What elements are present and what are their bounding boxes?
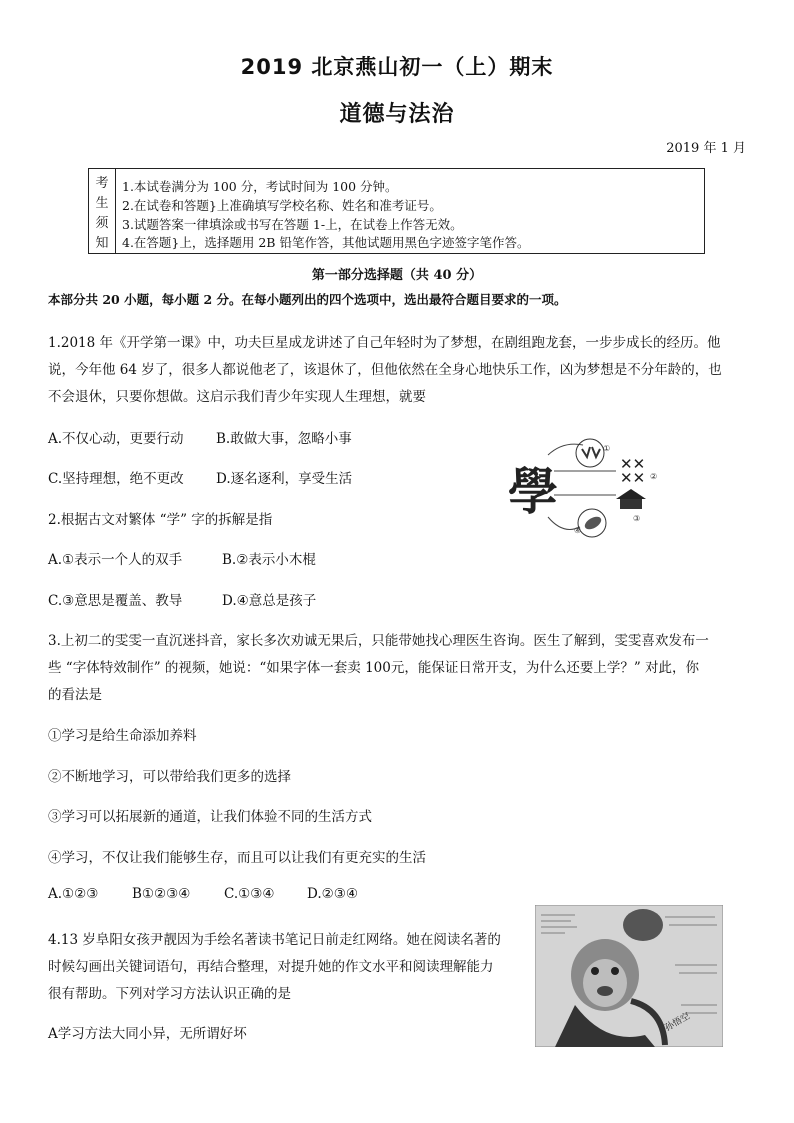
q1-option-d[interactable]: D.逐名逐利，享受生活: [216, 471, 353, 487]
marker-3: ③: [633, 514, 641, 523]
q3-option-c[interactable]: C.①③④: [224, 886, 275, 902]
xue-glyph: 學: [508, 462, 558, 521]
q4-stem-line: 4.13 岁阜阳女孩尹靓因为手绘名著读书笔记日前走红网络。她在阅读名著的: [48, 932, 501, 948]
section-title: 第一部分选择题（共 40 分）: [311, 268, 483, 283]
marker-2: ②: [650, 472, 658, 481]
notice-label: [89, 169, 116, 253]
notice-label-char: 考: [95, 176, 109, 191]
candidate-notice-box: [88, 168, 705, 254]
q1-stem-line: 1.2018 年《开学第一课》中，功夫巨星成龙讲述了自己年轻时为了梦想，在剧组跑龙套，一步步成长的经历。他: [48, 335, 721, 351]
svg-text:✕✕: ✕✕: [620, 455, 646, 473]
q3-option-d[interactable]: D.②③④: [307, 886, 358, 902]
q4-option-a[interactable]: A学习方法大同小异，无所谓好坏: [48, 1026, 247, 1042]
q3-statement: ④学习，不仅让我们能够生存，而且可以让我们有更充实的生活: [48, 850, 426, 866]
q3-option-b[interactable]: B①②③④: [132, 886, 191, 902]
q4-stem-line: 很有帮助。下列对学习方法认识正确的是: [48, 986, 291, 1002]
svg-text:✕✕: ✕✕: [620, 469, 646, 487]
notice-label-char: 生: [95, 196, 109, 211]
q2-stem: 2.根据古文对繁体 “学” 字的拆解是指: [48, 512, 273, 528]
q3-option-a[interactable]: A.①②③: [48, 886, 99, 902]
q4-stem-line: 时候勾画出关键词语句，再结合整理，对提升她的作文水平和阅读理解能力: [48, 959, 494, 975]
q3-stem-line: 些 “字体特效制作” 的视频，她说：“如果字体一套卖 100元，能保证日常开支，为什么还要上学？” 对此，你: [48, 660, 700, 676]
exam-title: 2019 北京燕山初一（上）期末: [240, 55, 554, 79]
q3-statement: ③学习可以拓展新的通道，让我们体验不同的生活方式: [48, 809, 372, 825]
q2-option-c[interactable]: C.③意思是覆盖、教导: [48, 593, 183, 609]
q3-stem-line: 3.上初二的雯雯一直沉迷抖音，家长多次劝诚无果后，只能带她找心理医生咨询。医生了解到，雯雯喜欢发布一: [48, 633, 709, 649]
figure-caption: 孙悟空: [663, 1011, 692, 1034]
q1-option-a[interactable]: A.不仅心动，更要行动: [48, 431, 184, 447]
q1-stem-line: 不会退休，只要你想做。这启示我们青少年实现人生理想，就要: [48, 389, 426, 405]
notice-rule: 3.试题答案一律填涂或书写在答题 1-上，在试卷上作答无效。: [122, 217, 463, 232]
q2-option-b[interactable]: B.②表示小木棍: [222, 552, 316, 568]
exam-date: 2019 年 1 月: [666, 141, 746, 156]
notice-rule: 4.在答题}上，选择题用 2B 铅笔作答，其他试题用黑色字迹签字笔作答。: [122, 235, 530, 250]
q3-statement: ②不断地学习，可以带给我们更多的选择: [48, 769, 291, 785]
marker-4: ④: [574, 526, 582, 535]
marker-1: ①: [603, 444, 611, 453]
xue-character-figure: [508, 437, 658, 542]
q2-option-d[interactable]: D.④意总是孩子: [222, 593, 317, 609]
reading-notes-photo: [535, 905, 723, 1047]
notice-label-char: 知: [95, 236, 109, 251]
q1-option-b[interactable]: B.敢做大事，忽略小事: [216, 431, 352, 447]
notice-rule: 1.本试卷满分为 100 分，考试时间为 100 分钟。: [122, 179, 398, 194]
q3-stem-line: 的看法是: [48, 687, 102, 703]
q1-stem-line: 说，今年他 64 岁了，很多人都说他老了，该退休了，但他依然在全身心地快乐工作，凶为梦想是不分年龄的，也: [48, 362, 722, 378]
notice-rule: 2.在试卷和答题}上准确填写学校名称、姓名和准考证号。: [122, 198, 442, 213]
section-intro: 本部分共 20 小题，每小题 2 分。在每小题列出的四个选项中，选出最符合题目要求的一项。: [48, 292, 567, 307]
q3-statement: ①学习是给生命添加养料: [48, 728, 197, 744]
q2-option-a[interactable]: A.①表示一个人的双手: [48, 552, 183, 568]
subject-title: 道德与法治: [339, 102, 455, 127]
q1-option-c[interactable]: C.坚持理想，绝不更改: [48, 471, 184, 487]
notice-label-char: 须: [95, 216, 109, 231]
